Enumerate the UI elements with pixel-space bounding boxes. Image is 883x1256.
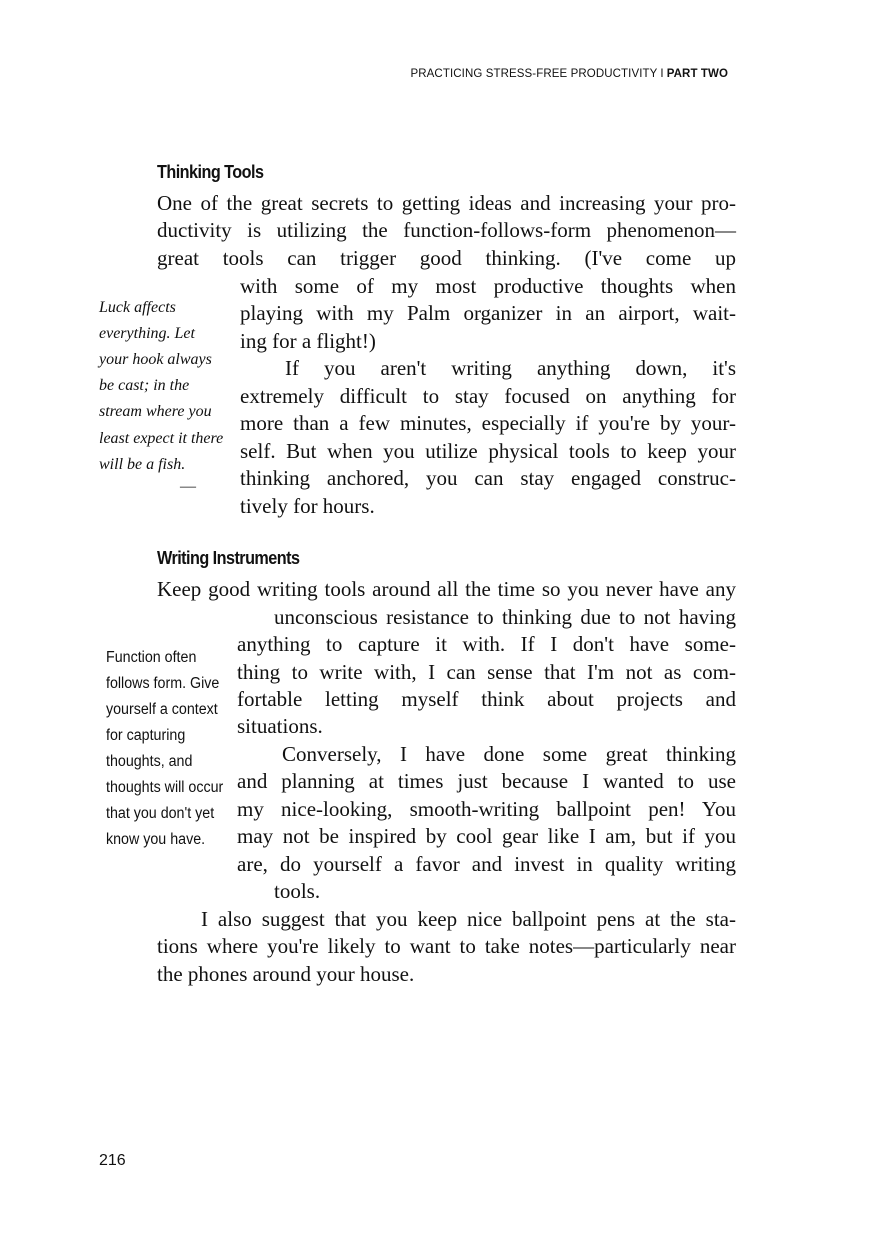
section-heading-writing-instruments: Writing Instruments xyxy=(157,548,300,568)
body-line: self. But when you utilize physical tools to keep your xyxy=(240,439,736,463)
body-line: playing with my Palm organizer in an airport, wait- xyxy=(240,301,736,325)
body-line: and planning at times just because I wanted to use xyxy=(237,769,736,793)
body-line: unconscious resistance to thinking due to not having xyxy=(274,605,736,629)
running-head-part: PART TWO xyxy=(666,68,728,80)
body-line: tions where you're likely to want to take notes—particularly near xyxy=(157,934,736,958)
body-line: tively for hours. xyxy=(240,494,375,518)
running-head-separator: I xyxy=(660,68,664,80)
body-line: If you aren't writing anything down, it's xyxy=(285,356,736,380)
body-line: situations. xyxy=(237,714,323,738)
body-line: Keep good writing tools around all the time so you never have any xyxy=(157,577,736,601)
quote-line: stream where you xyxy=(99,403,212,420)
body-line: I also suggest that you keep nice ballpoint pens at the sta- xyxy=(201,907,736,931)
note-line: that you don't yet xyxy=(106,805,215,822)
quote-line: your hook always xyxy=(99,351,212,368)
note-line: know you have. xyxy=(106,831,206,848)
body-line: my nice-looking, smooth-writing ballpoint pen! You xyxy=(237,797,736,821)
body-line: great tools can trigger good thinking. (I've come up xyxy=(157,246,736,270)
body-line: One of the great secrets to getting ideas and increasing your pro- xyxy=(157,191,736,215)
body-line: extremely difficult to stay focused on anything for xyxy=(240,384,736,408)
body-line: are, do yourself a favor and invest in quality writing xyxy=(237,852,736,876)
body-line: fortable letting myself think about projects and xyxy=(237,687,736,711)
quote-line: everything. Let xyxy=(99,325,195,342)
quote-line: least expect it there xyxy=(99,430,224,447)
note-line: Function often xyxy=(106,649,197,666)
quote-line: be cast; in the xyxy=(99,377,190,394)
page-number: 216 xyxy=(99,1152,126,1169)
body-line: more than a few minutes, especially if you're by your- xyxy=(240,411,736,435)
body-line: tools. xyxy=(274,879,321,903)
section-heading-thinking-tools: Thinking Tools xyxy=(157,162,264,182)
note-line: yourself a context xyxy=(106,701,218,718)
quote-attribution: — xyxy=(180,478,196,495)
quote-line: Luck affects xyxy=(99,299,176,316)
body-line: the phones around your house. xyxy=(157,962,415,986)
running-head-title: PRACTICING STRESS-FREE PRODUCTIVITY xyxy=(410,68,658,80)
note-line: follows form. Give xyxy=(106,675,220,692)
body-line: thing to write with, I can sense that I'm not as com- xyxy=(237,660,736,684)
running-head xyxy=(410,68,728,80)
body-line: may not be inspired by cool gear like I am, but if you xyxy=(237,824,736,848)
body-line: Conversely, I have done some great thinking xyxy=(282,742,736,766)
note-line: thoughts, and xyxy=(106,753,193,770)
note-line: thoughts will occur xyxy=(106,779,224,796)
body-line: anything to capture it with. If I don't have some- xyxy=(237,632,736,656)
body-line: ductivity is utilizing the function-follows-form phenomenon— xyxy=(157,218,736,242)
body-line: thinking anchored, you can stay engaged construc- xyxy=(240,466,736,490)
body-line: ing for a flight!) xyxy=(240,329,376,353)
note-line: for capturing xyxy=(106,727,186,744)
body-line: with some of my most productive thoughts when xyxy=(240,274,736,298)
quote-line: will be a fish. xyxy=(99,456,186,473)
